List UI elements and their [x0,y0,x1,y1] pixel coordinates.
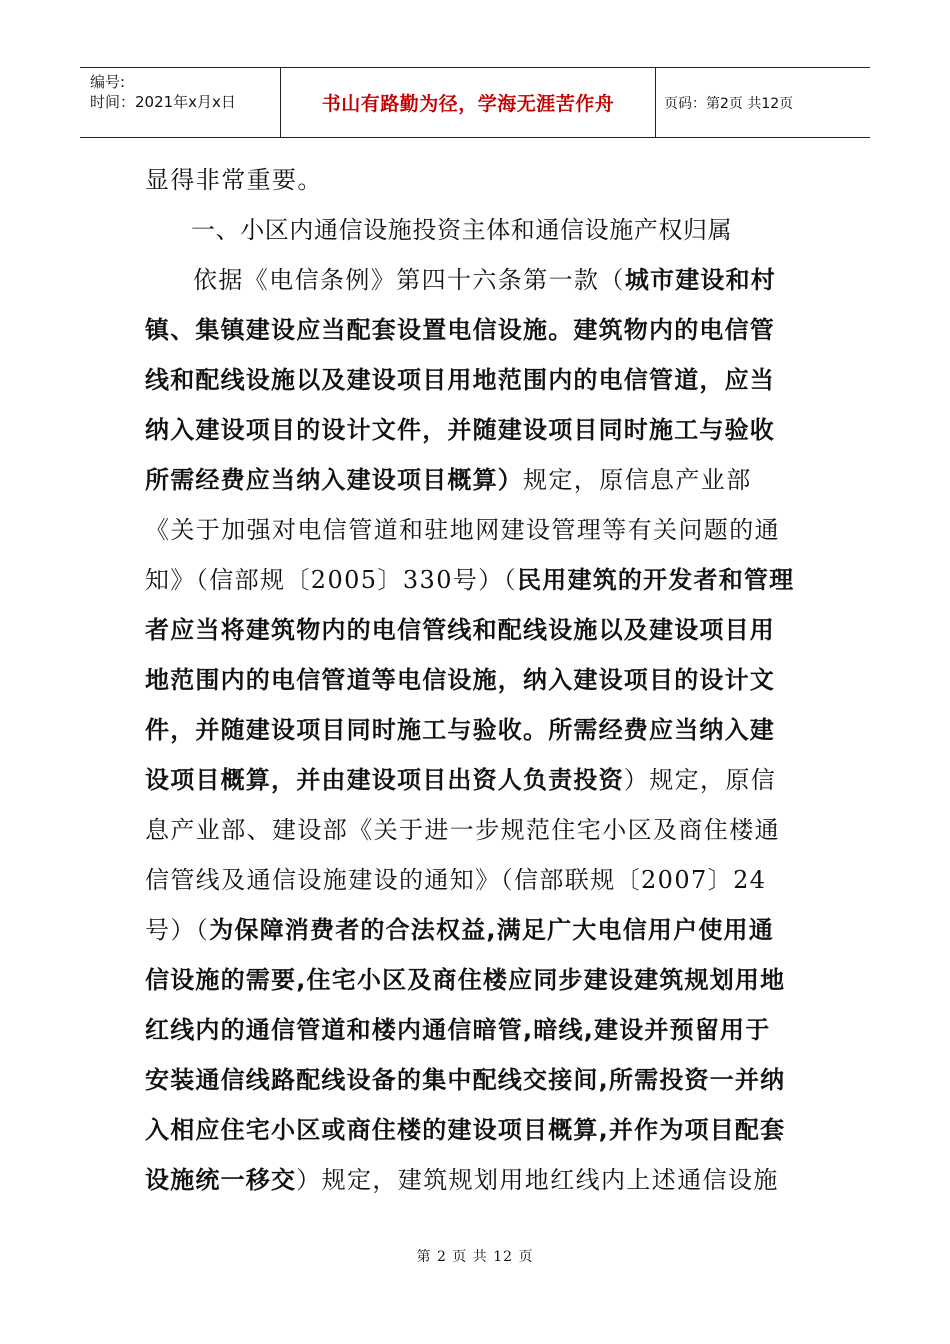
bold-text-segment: 安装通信线路配线设备的集中配线交接间,所需投资一并纳 [145,1066,786,1094]
text-segment: 依据《电信条例》第四十六条第一款（ [193,266,625,294]
bold-text-segment: 地范围内的电信管道等电信设施，纳入建设项目的设计文 [145,666,775,694]
text-segment: ）规定，原信 [623,766,777,794]
text-segment: 规定，原信息产业部 [523,466,752,494]
bold-text-segment: 城市建设和村 [624,266,777,294]
text-segment: 信管线及通信设施建设的通知》（信部联规〔2007〕24 [145,866,767,894]
bold-text-segment: 线和配线设施以及建设项目用地范围内的电信管道，应当 [145,366,775,394]
body-line [145,1105,810,1155]
body-line [145,255,810,305]
body-line [145,855,810,905]
header-page-info: 页码：第2页 共12页 [664,95,794,112]
body-line [145,155,810,205]
text-segment: 显得非常重要。 [145,166,323,194]
body-line [145,505,810,555]
bold-text-segment: 者应当将建筑物内的电信管线和配线设施以及建设项目用 [145,616,775,644]
body-line [145,305,810,355]
body-line [145,655,810,705]
document-body [145,155,810,1205]
bold-text-segment: 件，并随建设项目同时施工与验收。所需经费应当纳入建 [145,716,775,744]
bold-text-segment: 信设施的需要,住宅小区及商住楼应同步建设建筑规划用地 [145,966,786,994]
bold-text-segment: 入相应住宅小区或商住楼的建设项目概算,并作为项目配套 [145,1116,786,1144]
body-line [145,1005,810,1055]
text-segment: ）规定，建筑规划用地红线内上述通信设施 [296,1166,779,1194]
body-line [145,955,810,1005]
time-label: 时间：2021年x月x日 [90,93,236,111]
bold-text-segment: 设项目概算，并由建设项目出资人负责投资 [145,766,624,794]
header-meta [80,68,280,137]
bold-text-segment: 红线内的通信管道和楼内通信暗管,暗线,建设并预留用于 [145,1016,771,1044]
body-line [145,805,810,855]
bold-text-segment: 所需经费应当纳入建设项目概算） [145,466,523,494]
bold-text-segment: 民用建筑的开发者和管理 [517,566,795,594]
text-segment: 一、小区内通信设施投资主体和通信设施产权归属 [191,216,733,244]
body-line [145,405,810,455]
body-line [145,1155,810,1205]
bold-text-segment: 纳入建设项目的设计文件，并随建设项目同时施工与验收 [145,416,775,444]
body-line [145,555,810,605]
text-segment: 《关于加强对电信管道和驻地网建设管理等有关问题的通 [145,516,780,544]
body-line [145,905,810,955]
body-line [145,1055,810,1105]
number-label: 编号: [90,73,126,91]
section-heading [145,205,810,255]
document-header [80,67,870,138]
bold-text-segment: 为保障消费者的合法权益,满足广大电信用户使用通 [209,916,774,944]
body-line [145,605,810,655]
bold-text-segment: 设施统一移交 [145,1166,297,1194]
body-line [145,755,810,805]
body-line [145,455,810,505]
body-line [145,355,810,405]
header-motto: 书山有路勤为径，学海无涯苦作舟 [321,93,615,115]
bold-text-segment: 镇、集镇建设应当配套设置电信设施。建筑物内的电信管 [145,316,775,344]
text-segment: 息产业部、建设部《关于进一步规范住宅小区及商住楼通 [145,816,780,844]
page-footer: 第 2 页 共 12 页 [416,1249,534,1265]
header-motto-cell [280,68,656,137]
text-segment: 知》（信部规〔2005〕330号）（ [145,566,518,594]
body-line [145,705,810,755]
text-segment: 号）（ [145,916,210,944]
